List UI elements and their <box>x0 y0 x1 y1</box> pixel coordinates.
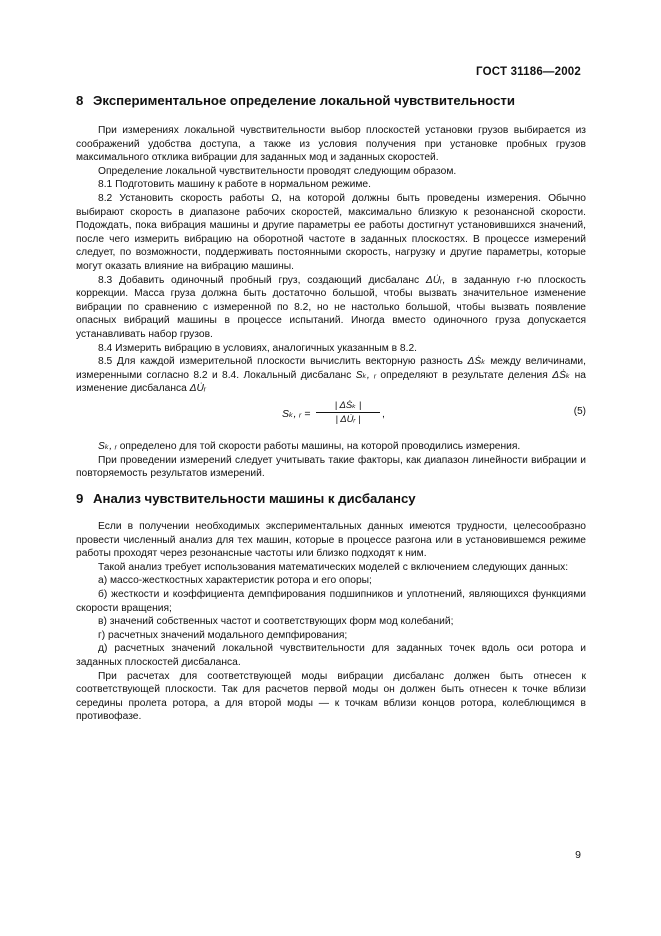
text: определено для той скорости работы машины, на которой проводились измерения. <box>119 441 521 452</box>
section-9-body <box>76 520 586 724</box>
formula-denominator: | ΔU̇ᵣ | <box>335 414 361 425</box>
paragraph-8-5 <box>76 355 586 396</box>
unbalance-symbol: ΔU̇ᵣ <box>425 274 443 286</box>
paragraph: Такой анализ требует использования математических моделей с включением следующих данных: <box>98 561 569 573</box>
list-item: в) значений собственных частот и соответствующих форм мод колебаний; <box>98 616 454 628</box>
formula-lhs: Sₖ, ᵣ = <box>282 408 311 420</box>
section-8-title: Экспериментальное определение локальной чувствительности <box>93 93 515 108</box>
standard-code: ГОСТ 31186—2002 <box>476 66 581 78</box>
list-item: д) расчетных значений локальной чувствительности для заданных точек вдоль оси ротора и заданных плоскостей дисбаланса. <box>76 643 586 668</box>
page-number: 9 <box>575 849 581 861</box>
section-8-body-end <box>76 440 586 481</box>
paragraph: При расчетах для соответствующей моды вибрации дисбаланс должен быть отнесен к соответствующей плоскости. Так для расчетов первой моды он должен быть отнесен к точке вблизи середины пролета ротора, а для второй моды — к точкам вблизи концов ротора, колеблющимся в противофазе. <box>76 670 586 723</box>
section-8-body <box>76 124 586 396</box>
paragraph: Если в получении необходимых экспериментальных данных имеются трудности, целесообразно провести численный анализ для тех машин, которые в процессе разгона или в установившемся режиме работы проходят через резонансные частоты или близко подходят к ним. <box>76 521 586 560</box>
text: между величинами, измеренными согласно 8.2 и 8.4. Локальный дисбаланс <box>76 356 586 381</box>
formula-fraction <box>316 400 380 425</box>
paragraph <box>76 440 586 454</box>
section-9-heading <box>76 491 586 506</box>
paragraph: 8.4 Измерить вибрацию в условиях, аналогичных указанным в 8.2. <box>98 342 418 354</box>
paragraph-8-3 <box>76 274 586 342</box>
paragraph: При измерениях локальной чувствительности выбор плоскостей установки грузов выбирается из соображений удобства доступа, а также из условия получения при установке пробных грузов максимального отклика вибрации для заданных мод и заданных скоростей. <box>76 125 586 164</box>
local-unbalance-symbol: Sₖ, ᵣ <box>98 441 117 452</box>
text: 8.3 Добавить одиночный пробный груз, создающий дисбаланс <box>98 274 420 286</box>
section-8-number: 8 <box>76 93 84 108</box>
list-item: а) массо-жесткостных характеристик ротора и его опоры; <box>98 575 372 587</box>
paragraph: Определение локальной чувствительности проводят следующим образом. <box>98 165 457 177</box>
local-unbalance-symbol: Sₖ, ᵣ <box>355 369 377 381</box>
section-9-title: Анализ чувствительности машины к дисбалансу <box>93 491 416 506</box>
formula-comma: , <box>382 408 385 420</box>
section-9-number: 9 <box>76 491 84 506</box>
list-item: г) расчетных значений модального демпфирования; <box>98 629 348 641</box>
text: определяют в результате деления <box>380 369 548 381</box>
vector-difference-symbol: ΔṠₖ <box>552 369 571 381</box>
section-8-heading <box>76 93 586 108</box>
text: 8.5 Для каждой измерительной плоскости вычислить векторную разность <box>98 356 463 368</box>
paragraph: При проведении измерений следует учитывать такие факторы, как диапазон линейности вибрации и повторяемость результатов измерений. <box>76 454 586 480</box>
paragraph: 8.2 Установить скорость работы Ω, на которой должны быть проведены измерения. Обычно выбирают скорость в диапазоне рабочих скоростей, максимально близкую к резонансной скорости. Подождать, пока вибрация машины и другие параметры ее работы достигнут установившихся значений, после чего измерить вибрацию на оборотной частоте в заданных плоскостях. В процессе измерений следует, по возможности, поддерживать постоянными скорость, нагрузку и другие параметры, которые могут оказать влияние на вибрацию машины. <box>76 192 586 272</box>
paragraph: 8.1 Подготовить машину к работе в нормальном режиме. <box>98 179 371 191</box>
formula-numerator: | ΔṠₖ | <box>316 400 380 413</box>
equation-number: (5) <box>573 406 586 417</box>
text: , в заданную r-ю плоскость коррекции. Масса груза должна быть достаточно большой, чтобы вызвать значительное изменение вибрации по сравнению с измеренной по 8.2, но не настолько большой, чтобы вызвать появление опасных вибраций машины в процессе испытаний. Иногда вместо одиночного груза допускается устанавливать набор грузов. <box>76 274 586 340</box>
vector-difference-symbol: ΔṠₖ <box>467 356 486 368</box>
formula-5 <box>76 395 586 435</box>
text: на изменение дисбаланса <box>76 369 587 395</box>
unbalance-symbol: ΔU̇ᵣ <box>189 383 206 395</box>
list-item: б) жесткости и коэффициента демпфирования подшипников и уплотнений, являющихся функциями скорости вращения; <box>76 588 586 614</box>
